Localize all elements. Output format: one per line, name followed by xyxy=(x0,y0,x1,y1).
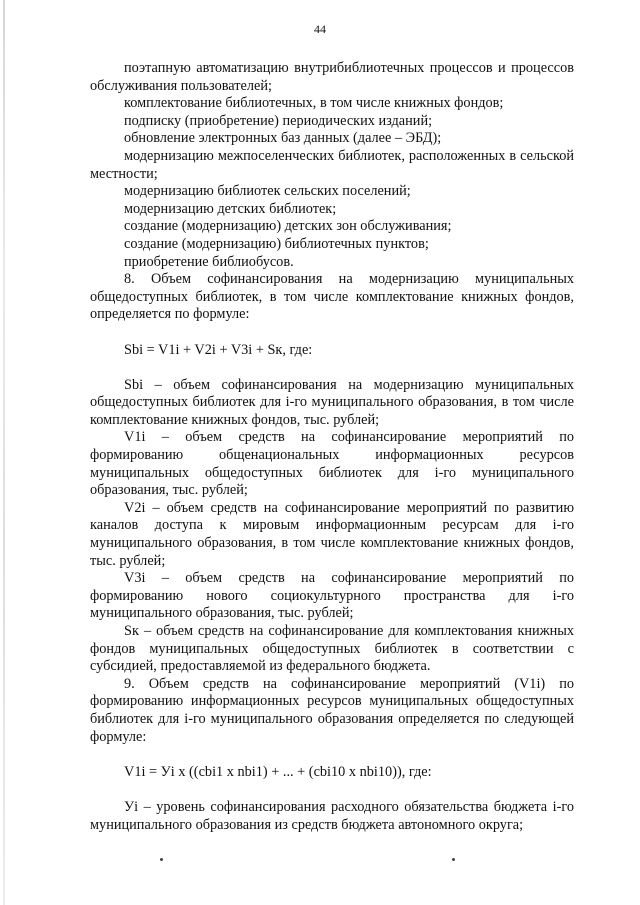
list-item: подписку (приобретение) периодических изданий; xyxy=(124,112,433,129)
list-item: приобретение библиобусов. xyxy=(124,253,294,270)
page-number: 44 xyxy=(314,22,326,36)
definition: V1i – объем средств на софинансирование мероприятий по формированию общенациональных информационных ресурсов муниципальных общедоступных библиотек для i-го муниципального образования, тыс. рублей; xyxy=(90,429,574,499)
scan-dot xyxy=(452,858,455,861)
scan-edge xyxy=(3,0,5,905)
document-body xyxy=(90,60,574,834)
formula-v1i: V1i = Уi x ((cbi1 x nbi1) + ... + (cbi10 x nbi10)), где: xyxy=(124,763,432,780)
definition: V2i – объем средств на софинансирование мероприятий по развитию каналов доступа к мировым информационным ресурсам для i-го муниципального образования, в том числе комплектование книжных фондов, тыс. рублей; xyxy=(90,499,574,569)
list-item: создание (модернизацию) детских зон обслуживания; xyxy=(124,218,452,235)
list-item: модернизацию библиотек сельских поселений; xyxy=(124,183,411,200)
paragraph: поэтапную автоматизацию внутрибиблиотечных процессов и процессов обслуживания пользователей; xyxy=(90,60,574,94)
section-9: 9. Объем средств на софинансирование мероприятий (V1i) по формированию информационных ресурсов муниципальных общедоступных библиотек для i-го муниципального образования определяется по следующей формуле: xyxy=(90,675,574,745)
list-item: комплектование библиотечных, в том числе книжных фондов; xyxy=(124,95,504,112)
definition: Sbi – объем софинансирования на модернизацию муниципальных общедоступных библиотек для i-го муниципального образования, в том числе комплектование книжных фондов, тыс. рублей; xyxy=(90,376,574,428)
definition: V3i – объем средств на софинансирование мероприятий по формированию нового социокультурного пространства для i-го муниципального образования, тыс. рублей; xyxy=(90,570,574,622)
definition: Уi – уровень софинансирования расходного обязательства бюджета i-го муниципального образования из средств бюджета автономного округа; xyxy=(90,798,574,833)
list-item: обновление электронных баз данных (далее – ЭБД); xyxy=(124,130,442,147)
formula-sbi: Sbi = V1i + V2i + V3i + Sк, где: xyxy=(124,341,313,358)
paragraph: модернизацию межпоселенческих библиотек, расположенных в сельской местности; xyxy=(90,147,574,182)
definition: Sк – объем средств на софинансирование для комплектования книжных фондов муниципальных общедоступных библиотек в соответствии с субсидией, предоставляемой из федерального бюджета. xyxy=(90,623,574,675)
list-item: модернизацию детских библиотек; xyxy=(124,200,337,217)
scan-dot xyxy=(160,858,163,861)
section-8: 8. Объем софинансирования на модернизацию муниципальных общедоступных библиотек, в том числе комплектование книжных фондов, определяется по формуле: xyxy=(90,271,574,323)
list-item: создание (модернизацию) библиотечных пунктов; xyxy=(124,235,429,252)
